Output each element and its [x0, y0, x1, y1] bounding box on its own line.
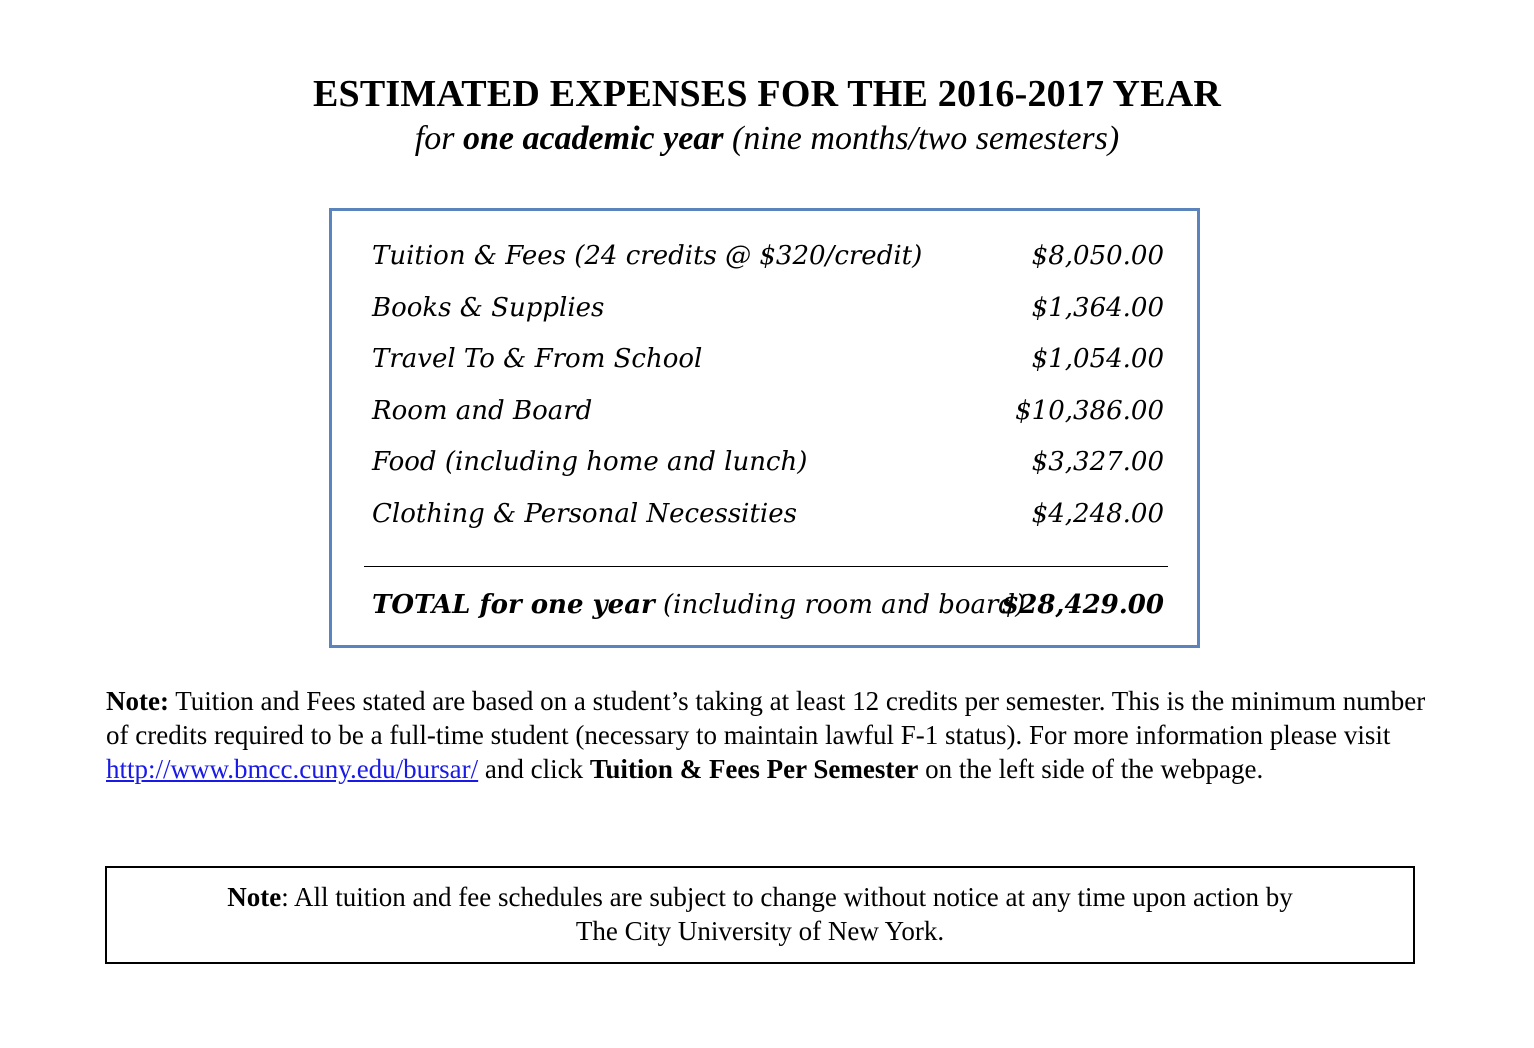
notice-line-1 — [107, 880, 1413, 914]
note-heading: Note: — [106, 686, 169, 716]
change-notice-box — [105, 866, 1415, 964]
expense-amount: $8,050.00 — [1031, 241, 1164, 271]
bursar-link[interactable]: http://www.bmcc.cuny.edu/bursar/ — [106, 754, 479, 784]
expense-label: Travel To & From School — [372, 344, 703, 374]
expense-amount: $1,054.00 — [1031, 344, 1164, 374]
total-label-bold: TOTAL for one year — [372, 590, 655, 620]
total-label-rest: (including room and board) — [654, 590, 1026, 620]
note-text: Tuition and Fees stated are based on a student’s taking at least 12 credits per semester. This is the minimum number of credits required to be a full-time student (necessary to maintain lawful F-1 status). For more information please visit — [106, 686, 1426, 750]
total-label — [372, 585, 1025, 625]
expense-amount: $4,248.00 — [1031, 499, 1164, 529]
expense-row-total — [372, 585, 1164, 625]
total-amount: $28,429.00 — [1001, 590, 1164, 620]
subtitle-emphasis: one academic year — [462, 120, 724, 157]
expense-amount: $10,386.00 — [1015, 396, 1164, 426]
notice-line-2: The City University of New York. — [575, 916, 945, 946]
notice-text: : All tuition and fee schedules are subject to change without notice at any time upon action by — [281, 882, 1293, 912]
expenses-table — [329, 208, 1200, 648]
tuition-note — [106, 684, 1436, 786]
subtitle-prefix: for — [414, 120, 463, 157]
notice-heading: Note — [227, 882, 282, 912]
expense-label: Room and Board — [372, 396, 593, 426]
expense-label: Books & Supplies — [372, 293, 605, 323]
expense-row-tuition — [372, 236, 1164, 276]
note-text: and click — [478, 754, 590, 784]
expense-amount: $3,327.00 — [1031, 447, 1164, 477]
page-subtitle — [0, 118, 1534, 160]
expense-label: Tuition & Fees (24 credits @ $320/credit) — [372, 241, 923, 271]
expense-row-food — [372, 442, 1164, 482]
expense-row-travel — [372, 339, 1164, 379]
note-text: on the left side of the webpage. — [918, 754, 1264, 784]
expense-row-room-board — [372, 391, 1164, 431]
expense-label: Clothing & Personal Necessities — [372, 499, 797, 529]
note-bold-text: Tuition & Fees Per Semester — [589, 754, 919, 784]
subtitle-suffix: (nine months/two semesters) — [723, 120, 1120, 157]
page-title: ESTIMATED EXPENSES FOR THE 2016-2017 YEAR — [312, 73, 1222, 115]
expense-row-clothing — [372, 494, 1164, 534]
expense-label: Food (including home and lunch) — [372, 447, 808, 477]
total-divider — [364, 566, 1168, 567]
expense-amount: $1,364.00 — [1031, 293, 1164, 323]
expense-row-books — [372, 288, 1164, 328]
